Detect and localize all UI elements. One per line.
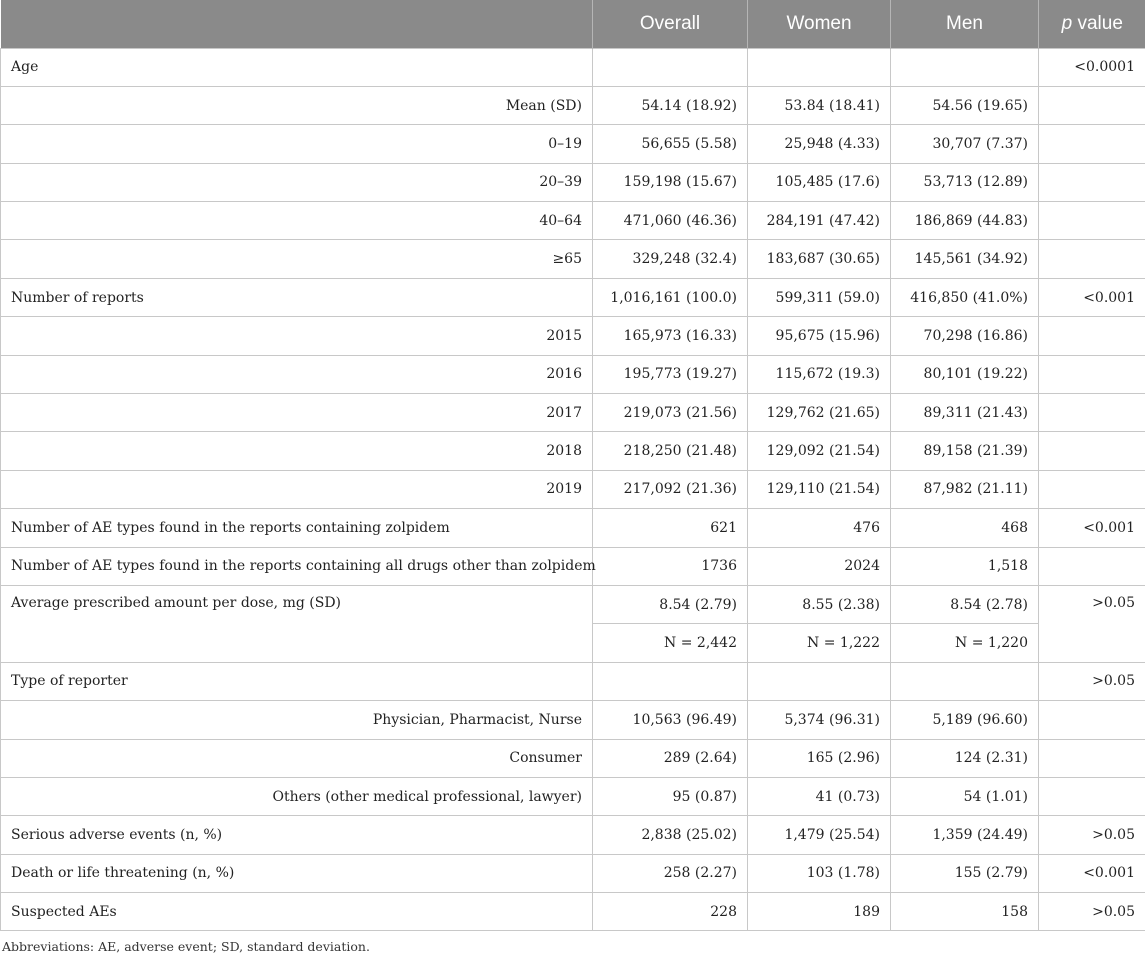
cell-p-value	[1039, 701, 1145, 739]
cell-overall: 471,060 (46.36)	[593, 202, 748, 240]
header-p-italic: p	[1061, 12, 1073, 34]
table-header	[1, 0, 1145, 48]
row-label: 2017	[1, 394, 593, 432]
table-row	[1, 202, 1145, 240]
cell-women	[748, 48, 891, 86]
header-overall: Overall	[593, 0, 748, 48]
cell-p-value: >0.05	[1039, 816, 1145, 854]
cell-overall: 54.14 (18.92)	[593, 86, 748, 124]
cell-men: 70,298 (16.86)	[891, 317, 1039, 355]
table-row	[1, 585, 1145, 623]
cell-women: 129,110 (21.54)	[748, 470, 891, 508]
row-label: Suspected AEs	[1, 893, 593, 931]
table-row	[1, 125, 1145, 163]
cell-women: 284,191 (47.42)	[748, 202, 891, 240]
row-label: Number of reports	[1, 278, 593, 316]
cell-overall: 8.54 (2.79)	[593, 585, 748, 623]
table-row	[1, 163, 1145, 201]
row-label: Number of AE types found in the reports containing zolpidem	[1, 509, 593, 547]
table-row	[1, 48, 1145, 86]
row-label: 40–64	[1, 202, 593, 240]
cell-men	[891, 48, 1039, 86]
cell-women: 129,762 (21.65)	[748, 394, 891, 432]
cell-p-value: <0.0001	[1039, 48, 1145, 86]
row-label: 0–19	[1, 125, 593, 163]
cell-women: 599,311 (59.0)	[748, 278, 891, 316]
cell-overall: 218,250 (21.48)	[593, 432, 748, 470]
table-row	[1, 893, 1145, 931]
header-blank	[1, 0, 593, 48]
cell-women: 1,479 (25.54)	[748, 816, 891, 854]
table-row	[1, 278, 1145, 316]
cell-women: 95,675 (15.96)	[748, 317, 891, 355]
table-row	[1, 432, 1145, 470]
cell-women: 476	[748, 509, 891, 547]
cell-overall: 56,655 (5.58)	[593, 125, 748, 163]
cell-overall	[593, 662, 748, 700]
table-row	[1, 86, 1145, 124]
table-row	[1, 662, 1145, 700]
cell-p-value	[1039, 547, 1145, 585]
table-row	[1, 739, 1145, 777]
cell-men: 1,359 (24.49)	[891, 816, 1039, 854]
table-row	[1, 470, 1145, 508]
cell-overall: 329,248 (32.4)	[593, 240, 748, 278]
header-women: Women	[748, 0, 891, 48]
cell-women	[748, 662, 891, 700]
cell-women: 41 (0.73)	[748, 777, 891, 815]
cell-men: 145,561 (34.92)	[891, 240, 1039, 278]
table-row	[1, 317, 1145, 355]
cell-men: 1,518	[891, 547, 1039, 585]
cell-overall: 2,838 (25.02)	[593, 816, 748, 854]
cell-men: 54.56 (19.65)	[891, 86, 1039, 124]
cell-women: 165 (2.96)	[748, 739, 891, 777]
table-row	[1, 240, 1145, 278]
cell-men: 158	[891, 893, 1039, 931]
cell-women: 53.84 (18.41)	[748, 86, 891, 124]
row-label: 20–39	[1, 163, 593, 201]
cell-p-value: >0.05	[1039, 662, 1145, 700]
cell-overall: 1,016,161 (100.0)	[593, 278, 748, 316]
cell-overall-n: N = 2,442	[593, 624, 748, 662]
cell-men	[891, 662, 1039, 700]
cell-women: 105,485 (17.6)	[748, 163, 891, 201]
cell-p-value	[1039, 355, 1145, 393]
row-label: 2018	[1, 432, 593, 470]
row-label: Type of reporter	[1, 662, 593, 700]
row-label: Consumer	[1, 739, 593, 777]
cell-men: 54 (1.01)	[891, 777, 1039, 815]
cell-women-n: N = 1,222	[748, 624, 891, 662]
cell-women: 115,672 (19.3)	[748, 355, 891, 393]
table-row	[1, 854, 1145, 892]
footnote: Abbreviations: AE, adverse event; SD, standard deviation.	[2, 939, 370, 954]
row-label: Death or life threatening (n, %)	[1, 854, 593, 892]
table-row	[1, 355, 1145, 393]
table-row	[1, 816, 1145, 854]
cell-overall: 228	[593, 893, 748, 931]
cell-men: 468	[891, 509, 1039, 547]
cell-p-value	[1039, 202, 1145, 240]
header-p-value	[1039, 0, 1145, 48]
cell-p-value	[1039, 394, 1145, 432]
table-row	[1, 509, 1145, 547]
row-label: Physician, Pharmacist, Nurse	[1, 701, 593, 739]
header-men: Men	[891, 0, 1039, 48]
cell-men: 87,982 (21.11)	[891, 470, 1039, 508]
row-label: Mean (SD)	[1, 86, 593, 124]
cell-men: 5,189 (96.60)	[891, 701, 1039, 739]
header-p-rest: value	[1072, 12, 1123, 34]
cell-p-value	[1039, 777, 1145, 815]
cell-men: 186,869 (44.83)	[891, 202, 1039, 240]
cell-overall: 621	[593, 509, 748, 547]
table-row	[1, 547, 1145, 585]
row-label: 2015	[1, 317, 593, 355]
cell-men: 8.54 (2.78)	[891, 585, 1039, 623]
cell-p-value	[1039, 739, 1145, 777]
cell-women: 2024	[748, 547, 891, 585]
cell-men: 30,707 (7.37)	[891, 125, 1039, 163]
cell-overall: 165,973 (16.33)	[593, 317, 748, 355]
row-label: 2016	[1, 355, 593, 393]
cell-p-value	[1039, 163, 1145, 201]
cell-women: 8.55 (2.38)	[748, 585, 891, 623]
cell-men: 80,101 (19.22)	[891, 355, 1039, 393]
cell-women: 103 (1.78)	[748, 854, 891, 892]
cell-women: 189	[748, 893, 891, 931]
cell-p-value	[1039, 317, 1145, 355]
cell-overall: 217,092 (21.36)	[593, 470, 748, 508]
cell-men: 416,850 (41.0%)	[891, 278, 1039, 316]
cell-overall: 195,773 (19.27)	[593, 355, 748, 393]
table-row	[1, 777, 1145, 815]
cell-p-value	[1039, 240, 1145, 278]
table-row	[1, 394, 1145, 432]
cell-overall: 258 (2.27)	[593, 854, 748, 892]
cell-men: 89,311 (21.43)	[891, 394, 1039, 432]
table-row	[1, 701, 1145, 739]
row-label: Average prescribed amount per dose, mg (SD)	[1, 585, 593, 662]
cell-p-value: <0.001	[1039, 278, 1145, 316]
cell-overall: 10,563 (96.49)	[593, 701, 748, 739]
cell-overall: 219,073 (21.56)	[593, 394, 748, 432]
cell-men: 155 (2.79)	[891, 854, 1039, 892]
cell-overall: 289 (2.64)	[593, 739, 748, 777]
cell-women: 5,374 (96.31)	[748, 701, 891, 739]
cell-men: 53,713 (12.89)	[891, 163, 1039, 201]
cell-women: 129,092 (21.54)	[748, 432, 891, 470]
cell-overall: 159,198 (15.67)	[593, 163, 748, 201]
cell-p-value	[1039, 86, 1145, 124]
cell-women: 25,948 (4.33)	[748, 125, 891, 163]
row-label: Others (other medical professional, lawyer)	[1, 777, 593, 815]
cell-p-value	[1039, 470, 1145, 508]
cell-p-value	[1039, 432, 1145, 470]
row-label: Number of AE types found in the reports containing all drugs other than zolpidem	[1, 547, 593, 585]
row-label: ≥65	[1, 240, 593, 278]
cell-p-value	[1039, 125, 1145, 163]
cell-women: 183,687 (30.65)	[748, 240, 891, 278]
cell-p-value: <0.001	[1039, 509, 1145, 547]
cell-p-value: <0.001	[1039, 854, 1145, 892]
cell-men: 124 (2.31)	[891, 739, 1039, 777]
row-label: Age	[1, 48, 593, 86]
cell-men-n: N = 1,220	[891, 624, 1039, 662]
cell-p-value: >0.05	[1039, 585, 1145, 662]
row-label: 2019	[1, 470, 593, 508]
row-label: Serious adverse events (n, %)	[1, 816, 593, 854]
cell-overall: 95 (0.87)	[593, 777, 748, 815]
cell-men: 89,158 (21.39)	[891, 432, 1039, 470]
cell-p-value: >0.05	[1039, 893, 1145, 931]
cell-overall: 1736	[593, 547, 748, 585]
cell-overall	[593, 48, 748, 86]
